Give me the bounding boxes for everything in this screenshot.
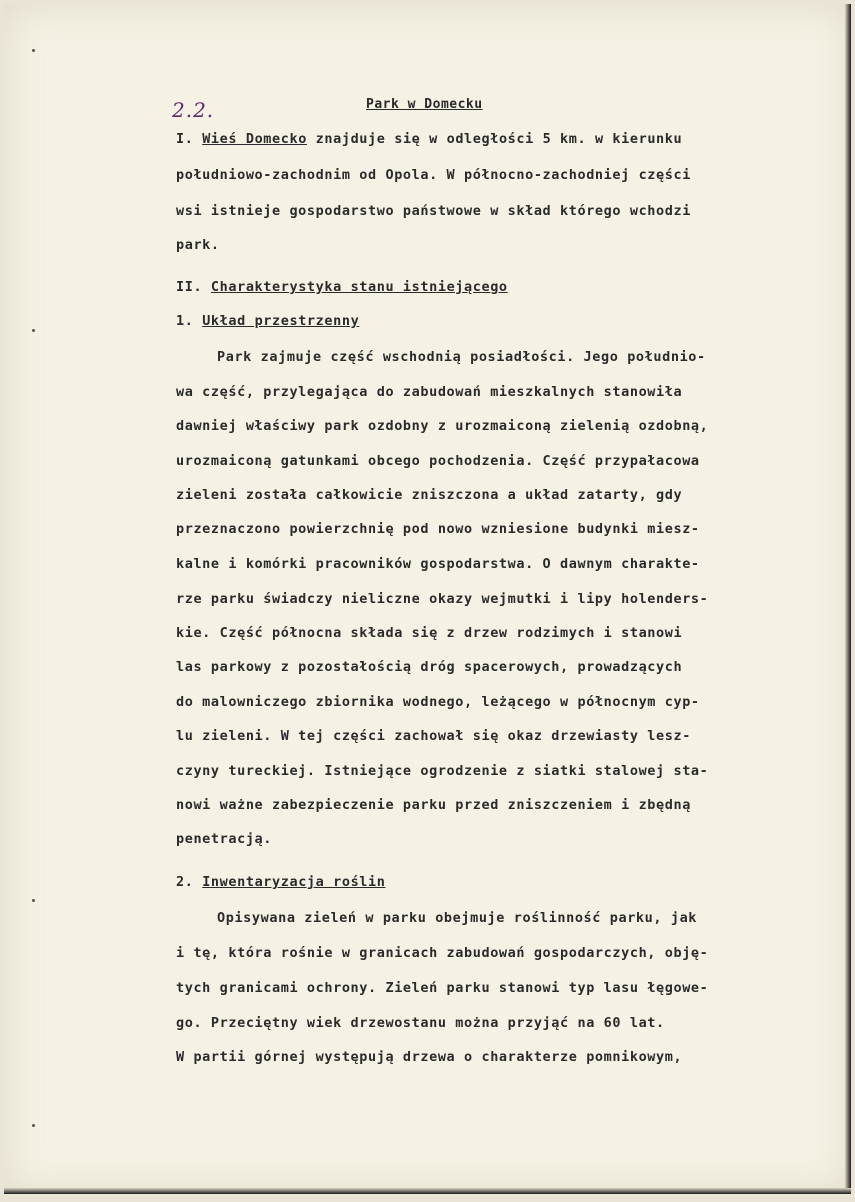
section-heading: II. Charakterystyka stanu istniejącego (176, 279, 508, 295)
paragraph-line: czyny tureckiej. Istniejące ogrodzenie z siatki stalowej sta- (176, 763, 709, 779)
subsection-numeral: 2. (176, 874, 194, 890)
paragraph-line: urozmaiconą gatunkami obcego pochodzenia. Część przypałacowa (176, 453, 700, 469)
section-numeral: II. (176, 279, 203, 295)
paragraph-line: i tę, która rośnie w granicach zabudowań gospodarczych, obję- (176, 945, 709, 961)
subsection-heading: 2. Inwentaryzacja roślin (176, 874, 386, 890)
paragraph-line: południowo-zachodnim od Opola. W północno-zachodniej części (176, 167, 691, 183)
paragraph-line: zieleni została całkowicie zniszczona a układ zatarty, gdy (176, 487, 683, 503)
paragraph-line: kie. Część północna składa się z drzew rodzimych i stanowi (176, 625, 683, 641)
paragraph-line: go. Przeciętny wiek drzewostanu można przyjąć na 60 lat. (176, 1015, 665, 1031)
punch-hole (32, 329, 35, 332)
scan-edge-bottom (4, 1188, 851, 1194)
paragraph-line: W partii górnej występują drzewa o charakterze pomnikowym, (176, 1049, 683, 1065)
paragraph-line: rze parku świadczy nieliczne okazy wejmutki i lipy holenders- (176, 591, 709, 607)
paragraph-line: Park zajmuje część wschodnią posiadłości. Jego południo- (217, 349, 706, 365)
paragraph-line: kalne i komórki pracowników gospodarstwa. O dawnym charakte- (176, 556, 700, 572)
paragraph-line: nowi ważne zabezpieczenie parku przed zniszczeniem i zbędną (176, 797, 691, 813)
paragraph-line: Opisywana zieleń w parku obejmuje roślinność parku, jak (217, 910, 698, 926)
paragraph-line: do malowniczego zbiornika wodnego, leżącego w północnym cyp- (176, 694, 700, 710)
section-numeral: I. (176, 131, 194, 147)
document-title: Park w Domecku (366, 97, 483, 112)
paragraph-line: lu zieleni. W tej części zachował się okaz drzewiasty lesz- (176, 728, 691, 744)
village-name: Wieś Domecko (202, 131, 307, 147)
paragraph-line: dawniej właściwy park ozdobny z urozmaiconą zielenią ozdobną, (176, 418, 709, 434)
paragraph-line: park. (176, 237, 220, 253)
document-page (4, 4, 851, 1194)
paragraph-line: I. Wieś Domecko znajduje się w odległości 5 km. w kierunku (176, 131, 683, 147)
paragraph-line: przeznaczono powierzchnię pod nowo wzniesione budynki miesz- (176, 521, 700, 537)
punch-hole (32, 1124, 35, 1127)
paragraph-line: tych granicami ochrony. Zieleń parku stanowi typ lasu łęgowe- (176, 980, 709, 996)
punch-hole (32, 899, 35, 902)
paragraph-line: wa część, przylegająca do zabudowań mieszkalnych stanowiła (176, 384, 683, 400)
paragraph-line: penetracją. (176, 831, 273, 847)
punch-hole (32, 49, 35, 52)
scan-edge-right (845, 4, 851, 1194)
paragraph-line: wsi istnieje gospodarstwo państwowe w skład którego wchodzi (176, 203, 691, 219)
paragraph-line: las parkowy z pozostałością dróg spacerowych, prowadzących (176, 659, 683, 675)
subsection-numeral: 1. (176, 313, 194, 329)
handwritten-number: 2.2. (172, 98, 215, 122)
subsection-heading: 1. Układ przestrzenny (176, 313, 360, 329)
